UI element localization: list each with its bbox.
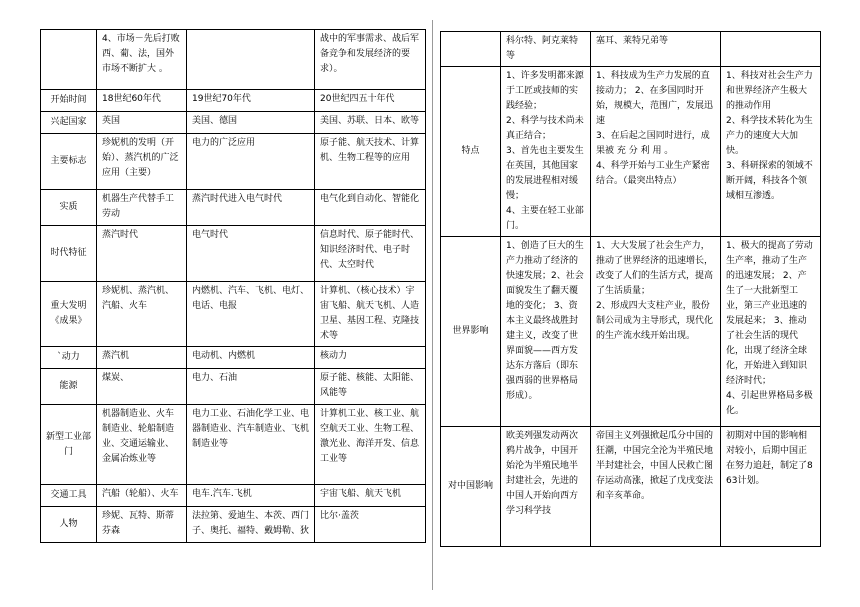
row-header-cell (41, 30, 97, 90)
table-cell: 计算机工业、核工业、航空航天工业、生物工程、激光业、海洋开发、信息工业等 (315, 405, 426, 485)
row-header-cell: 时代特征 (41, 226, 97, 282)
table-cell: 蒸汽机 (97, 347, 187, 369)
table-cell: 电力的广泛应用 (187, 134, 315, 190)
table-cell: 电动机、内燃机 (187, 347, 315, 369)
table-cell: 4、市场－先后打败西、葡、法，国外市场不断扩大 。 (97, 30, 187, 90)
row-header-cell: 人物 (41, 507, 97, 543)
row-header-cell: 交通工具 (41, 485, 97, 507)
row-header-cell: 特点 (441, 67, 501, 237)
right-comparison-table (440, 31, 821, 547)
table-cell: 科尔特、阿克莱特等 (501, 32, 591, 67)
table-cell: 美国、苏联、日本、欧等 (315, 112, 426, 134)
table-cell (187, 30, 315, 90)
table-cell: 原子能、核能、太阳能、风能等 (315, 369, 426, 405)
table-cell: 汽船（轮船）、火车 (97, 485, 187, 507)
table-cell: 电气时代 (187, 226, 315, 282)
table-cell: 机器生产代替手工劳动 (97, 190, 187, 226)
table-cell: 法拉第、爱迪生、本茨、西门子、奥托、福特、戴姆勒、狄 (187, 507, 315, 543)
table-cell: 电力、石油 (187, 369, 315, 405)
row-header-cell: 世界影响 (441, 237, 501, 427)
table-cell: 20世纪四五十年代 (315, 90, 426, 112)
table-cell: 电气化到自动化、智能化 (315, 190, 426, 226)
row-header-cell (441, 32, 501, 67)
table-cell: 珍妮机的发明（开始）、蒸汽机的广泛应用（主要） (97, 134, 187, 190)
table-cell: 1、极大的提高了劳动生产率，推动了生产的迅速发展； 2、产生了一大批新型工业，第三产业迅速的发展起来； 3、推动了社会生活的现代化，出现了经济全球化，开始进入到知识经济时代； 4、引起世界格局多极化。 (721, 237, 821, 427)
table-cell: 欧美列强发动两次鸦片战争，中国开始沦为半殖民地半封建社会，先进的中国人开始向西方学习科学技 (501, 427, 591, 547)
table-cell: 珍妮机、蒸汽机、汽船、火车 (97, 282, 187, 347)
table-cell: 1、科技对社会生产力和世界经济产生极大的推动作用 2、科学技术转化为生产力的速度大大加快。 3、科研探索的领域不断开阔，科技各个领域相互渗透。 (721, 67, 821, 237)
right-table-row (441, 427, 821, 547)
left-table-row (41, 405, 426, 485)
row-header-cell: 能源 (41, 369, 97, 405)
table-cell: 1、创造了巨大的生产力推动了经济的快速发展；2、社会面貌发生了翻天覆地的变化； 3、资本主义最终战胜封建主义，改变了世界面貌——西方发达东方落后（即东强西弱的世界格局形成）。 (501, 237, 591, 427)
left-table-row (41, 507, 426, 543)
table-cell: 计算机、（核心技术）宇宙飞船、航天飞机、人造卫星、基因工程、克隆技术等 (315, 282, 426, 347)
table-cell: 19世纪70年代 (187, 90, 315, 112)
page-divider (432, 20, 433, 590)
table-cell: 1、科技成为生产力发展的直接动力； 2、在多国同时开始，规模大，范围广，发展迅速 3、在后起之国同时进行，成果被 充 分 利 用 。 4、科学开始与工业生产紧密结合。（最突出特点） (591, 67, 721, 237)
left-table-row (41, 134, 426, 190)
table-cell: 核动力 (315, 347, 426, 369)
right-table-row (441, 237, 821, 427)
table-cell: 珍妮、瓦特、斯蒂芬森 (97, 507, 187, 543)
left-table-row (41, 30, 426, 90)
table-cell: 蒸汽时代 (97, 226, 187, 282)
table-cell: 1、大大发展了社会生产力，推动了世界经济的迅速增长，改变了人们的生活方式，提高了生活质量； 2、形成四大支柱产业，股份制公司成为主导形式，现代化的生产流水线开始出现。 (591, 237, 721, 427)
table-cell: 1、许多发明都来源于工匠或技师的实践经验； 2、科学与技术尚未真正结合； 3、首先也主要发生在英国，其他国家的发展进程相对缓慢； 4、主要在轻工业部门。 (501, 67, 591, 237)
table-cell: 比尔·盖茨 (315, 507, 426, 543)
left-table-row (41, 190, 426, 226)
table-cell (721, 32, 821, 67)
left-table-row (41, 369, 426, 405)
table-cell: 原子能、航天技术、计算机、生物工程等的应用 (315, 134, 426, 190)
left-table-row (41, 282, 426, 347)
row-header-cell: 实质 (41, 190, 97, 226)
table-cell: 帝国主义列强掀起瓜分中国的狂潮，中国完全沦为半殖民地半封建社会，中国人民救亡图存运动高涨，掀起了戊戌变法和辛亥革命。 (591, 427, 721, 547)
left-table-row (41, 347, 426, 369)
left-table-row (41, 485, 426, 507)
table-cell: 蒸汽时代进入电气时代 (187, 190, 315, 226)
row-header-cell: 重大发明《成果》 (41, 282, 97, 347)
table-cell: 煤炭、 (97, 369, 187, 405)
table-cell: 初期对中国的影响相对较小，后期中国正在努力追赶，制定了863计划。 (721, 427, 821, 547)
right-table-row (441, 32, 821, 67)
row-header-cell: 对中国影响 (441, 427, 501, 547)
row-header-cell: `动力 (41, 347, 97, 369)
table-cell: 塞耳、莱特兄弟等 (591, 32, 721, 67)
row-header-cell: 新型工业部门 (41, 405, 97, 485)
left-table-row (41, 226, 426, 282)
table-cell: 信息时代、原子能时代、知识经济时代、电子时代、太空时代 (315, 226, 426, 282)
table-cell: 电车.汽车.飞机 (187, 485, 315, 507)
table-cell: 18世纪60年代 (97, 90, 187, 112)
row-header-cell: 主要标志 (41, 134, 97, 190)
table-cell: 内燃机、汽车、飞机、电灯、电话、电报 (187, 282, 315, 347)
table-cell: 电力工业、石油化学工业、电器制造业、汽车制造业、飞机制造业等 (187, 405, 315, 485)
left-table-row (41, 90, 426, 112)
table-cell: 英国 (97, 112, 187, 134)
table-cell: 美国、德国 (187, 112, 315, 134)
right-table-row (441, 67, 821, 237)
table-cell: 宇宙飞船、航天飞机 (315, 485, 426, 507)
table-cell: 机器制造业、火车制造业、轮船制造业、交通运输业、金属冶炼业等 (97, 405, 187, 485)
left-comparison-table (40, 29, 426, 543)
table-cell: 战中的军事需求、战后军备竞争和发展经济的要求）。 (315, 30, 426, 90)
row-header-cell: 兴起国家 (41, 112, 97, 134)
row-header-cell: 开始时间 (41, 90, 97, 112)
left-table-row (41, 112, 426, 134)
